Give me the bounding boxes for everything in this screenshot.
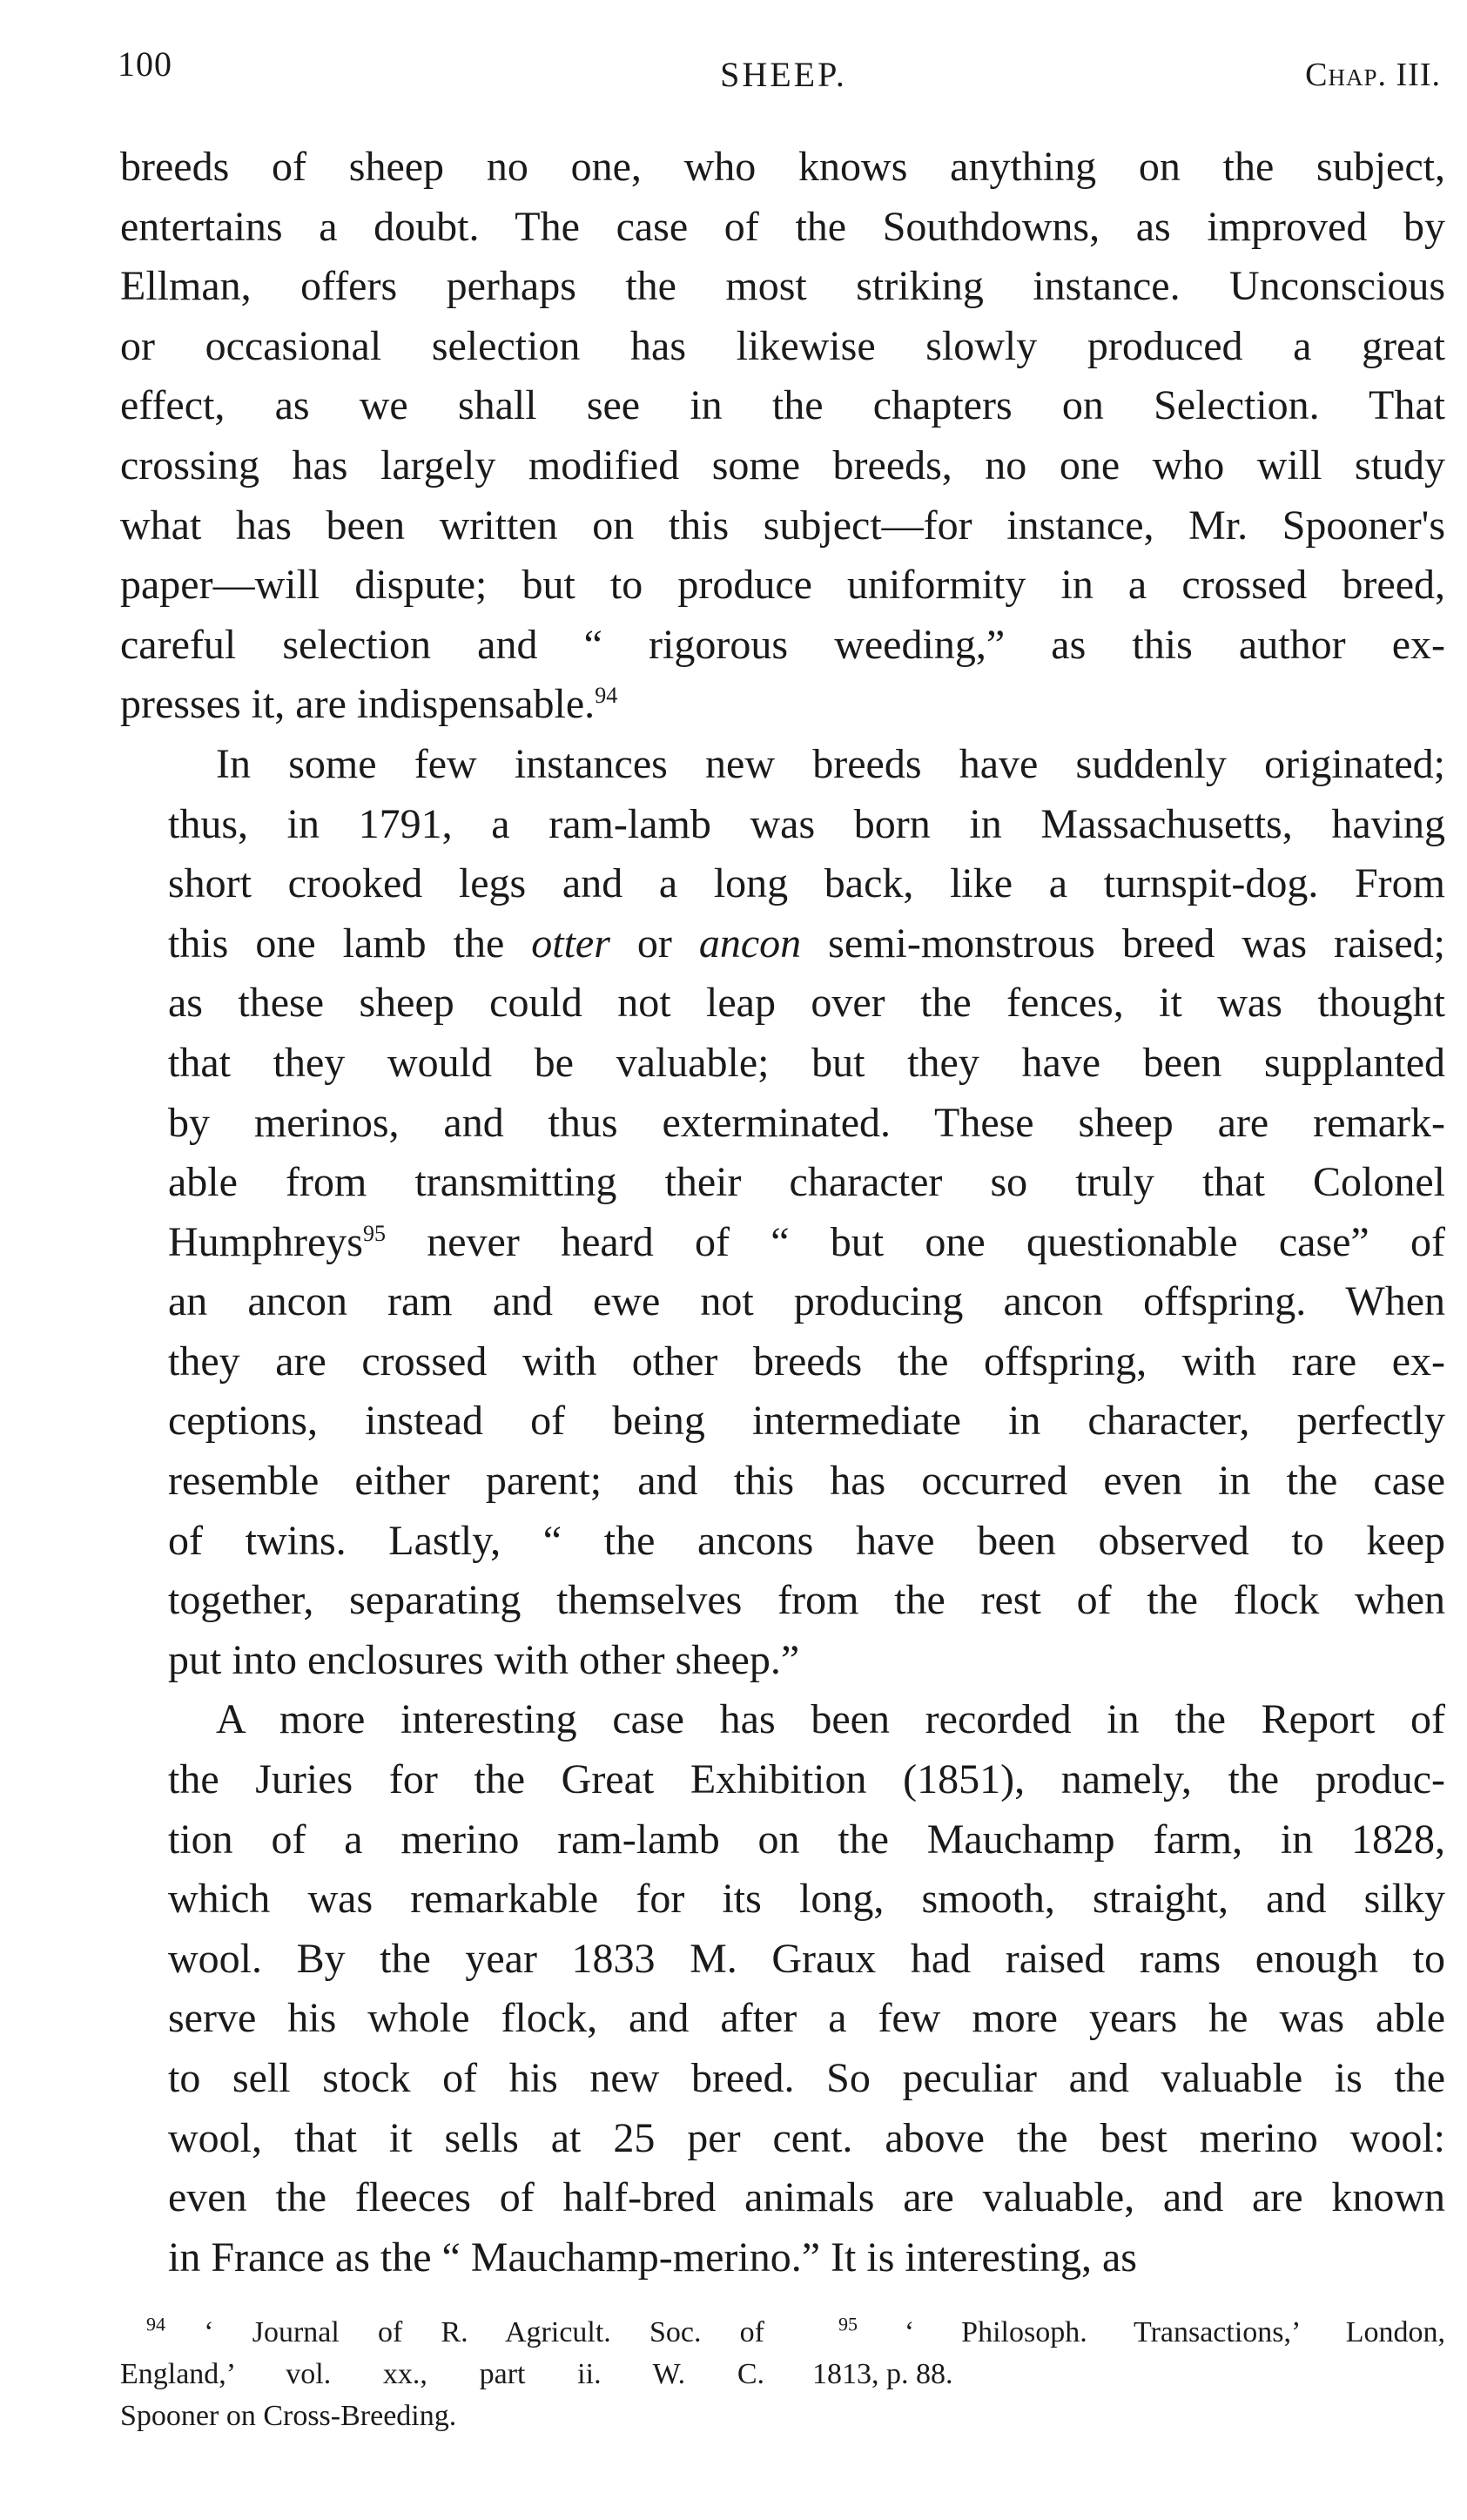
text-line: together, separating themselves from the rest of the flock when [168,1577,1445,1624]
footnote-line: 1813, p. 88. [812,2358,953,2390]
footnote-reference[interactable]: 94 [595,683,618,709]
text-line: as these sheep could not leap over the fences, it was thought [168,980,1445,1027]
text-line: effect, as we shall see in the chapters on Selection. That [120,382,1445,429]
text-line: even the fleeces of half-bred animals are valuable, and are known [168,2174,1445,2221]
paragraph [120,138,1445,735]
text-line: of twins. Lastly, “ the ancons have been observed to keep [168,1517,1445,1564]
text-line: wool, that it sells at 25 per cent. above the best merino wool: [168,2114,1445,2161]
page-number: 100 [118,44,172,84]
text-line: able from transmitting their character so truly that Colonel [168,1159,1445,1206]
page-header [118,35,1450,94]
footnote-line: $^{94}$ ‘ Journal of R. Agricult. Soc. of [146,2313,765,2348]
footnote-line: Spooner on Cross-Breeding. [120,2400,457,2432]
text-line: crossing has largely modified some breeds, no one who will study [120,441,1445,489]
text-line: tion of a merino ram-lamb on the Mauchamp farm, in 1828, [168,1816,1445,1863]
text-line: an ancon ram and ewe not producing ancon offspring. When [168,1278,1445,1325]
text-line: by merinos, and thus exterminated. These sheep are remark- [168,1099,1445,1146]
running-title: SHEEP. [720,55,847,94]
text-line: short crooked legs and a long back, like a turnspit-dog. From [168,860,1445,907]
paragraph [120,1690,1445,2288]
text-line: they are crossed with other breeds the offspring, with rare ex- [168,1337,1445,1385]
text-line: or occasional selection has likewise slowly produced a great [120,322,1445,369]
text-line: Ellman, offers perhaps the most striking instance. Unconscious [120,263,1445,310]
text-line: wool. By the year 1833 M. Graux had raised rams enough to [168,1935,1445,1982]
text-line: serve his whole flock, and after a few more years he was able [168,1995,1445,2042]
text-line: which was remarkable for its long, smooth, straight, and silky [168,1876,1445,1923]
text-line: Humphreys$^{95}$ never heard of “ but one questionable case” of [168,1218,1445,1265]
footnote-94 [120,2312,764,2437]
footnote-number: 94 [146,2313,165,2335]
text-line: the Juries for the Great Exhibition (1851), namely, the produc- [168,1756,1445,1803]
text-line: A more interesting case has been recorded in the Report of [216,1696,1445,1743]
text-line: put into enclosures with other sheep.” [168,1636,800,1683]
body-text [120,138,1445,2288]
footnote-line: England,’ vol. xx., part ii. W. C. [120,2358,764,2390]
text-line: what has been written on this subject—for instance, Mr. Spooner's [120,502,1445,549]
text-line: presses it, are indispensable.$^{94}$ [120,681,618,728]
text-line: this one lamb the otter or ancon semi-monstrous breed was raised; [168,920,1445,967]
text-line: breeds of sheep no one, who knows anything on the subject, [120,144,1445,190]
footnote-number: 95 [838,2313,858,2335]
text-line: entertains a doubt. The case of the Southdowns, as improved by [120,203,1445,250]
text-line: to sell stock of his new breed. So peculiar and valuable is the [168,2055,1445,2101]
footnote-line: $^{95}$ ‘ Philosoph. Transactions,’ London, [838,2313,1445,2348]
text-line: in France as the “ Mauchamp-merino.” It is interesting, as [168,2234,1137,2281]
text-line: paper—will dispute; but to produce uniformity in a crossed breed, [120,562,1445,609]
text-line: that they would be valuable; but they have been supplanted [168,1039,1445,1086]
text-line: ceptions, instead of being intermediate in character, perfectly [168,1398,1445,1445]
text-line: careful selection and “ rigorous weeding,” as this author ex- [120,621,1445,668]
text-line: resemble either parent; and this has occurred even in the case [168,1458,1445,1505]
footnote-reference[interactable]: 95 [362,1220,386,1246]
text-line: In some few instances new breeds have suddenly originated; [216,740,1445,787]
footnote-95 [812,2312,1445,2395]
text-line: thus, in 1791, a ram-lamb was born in Massachusetts, having [168,800,1445,847]
paragraph [120,735,1445,1691]
chapter-label: Chap. III. [1305,57,1441,93]
